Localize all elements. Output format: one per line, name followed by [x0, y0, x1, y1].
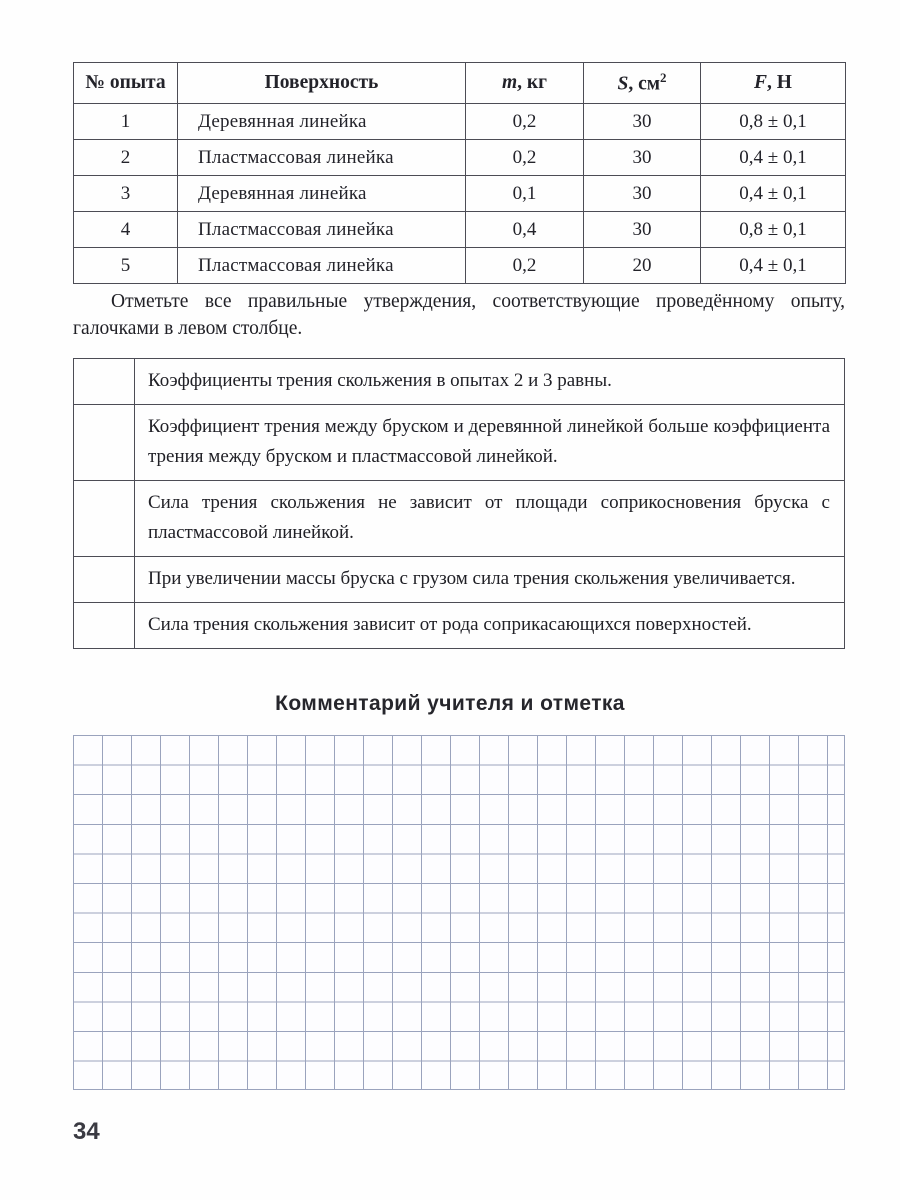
- teacher-comment-heading: Комментарий учителя и отметка: [275, 692, 625, 715]
- mass-symbol: m: [501, 72, 518, 93]
- cell-mass: 0,2: [466, 104, 584, 140]
- list-item: [74, 557, 845, 603]
- teacher-comment-grid-area[interactable]: [73, 735, 845, 1090]
- cell-surface: Пластмассовая линейка: [178, 248, 466, 284]
- cell-force: 0,8 ± 0,1: [701, 104, 846, 140]
- list-item: [74, 603, 845, 649]
- cell-surface: Деревянная линейка: [178, 104, 466, 140]
- statement-text: Коэффициенты трения скольжения в опытах 2 и 3 равны.: [135, 359, 845, 405]
- statement-text: Сила трения скольжения не зависит от площади соприкосновения бруска с пластмассовой линейкой.: [135, 481, 845, 557]
- statement-text: Коэффициент трения между бруском и деревянной линейкой больше коэффициента трения между бруском и пластмассовой линейкой.: [135, 405, 845, 481]
- statement-text: При увеличении массы бруска с грузом сила трения скольжения увеличивается.: [135, 557, 845, 603]
- table-row: [74, 104, 846, 140]
- statement-text: Сила трения скольжения зависит от рода соприкасающихся поверхностей.: [135, 603, 845, 649]
- cell-area: 30: [584, 176, 701, 212]
- cell-area: 30: [584, 104, 701, 140]
- header-area: [584, 63, 701, 104]
- cell-experiment-no: 3: [74, 176, 178, 212]
- cell-area: 20: [584, 248, 701, 284]
- area-exponent: 2: [660, 70, 667, 86]
- cell-mass: 0,4: [466, 212, 584, 248]
- area-unit: , см: [628, 73, 661, 95]
- cell-mass: 0,2: [466, 140, 584, 176]
- cell-surface: Пластмассовая линейка: [178, 212, 466, 248]
- area-symbol: S: [617, 73, 629, 95]
- header-force: [701, 63, 846, 104]
- cell-mass: 0,2: [466, 248, 584, 284]
- force-unit: , Н: [767, 72, 792, 93]
- table-row: [74, 212, 846, 248]
- cell-experiment-no: 4: [74, 212, 178, 248]
- statement-checkbox[interactable]: [74, 603, 135, 649]
- cell-surface: Пластмассовая линейка: [178, 140, 466, 176]
- experiment-rows: [74, 104, 846, 284]
- list-item: [74, 405, 845, 481]
- cell-experiment-no: 2: [74, 140, 178, 176]
- cell-area: 30: [584, 212, 701, 248]
- header-mass: [466, 63, 584, 104]
- cell-surface: Деревянная линейка: [178, 176, 466, 212]
- table-row: [74, 176, 846, 212]
- force-symbol: F: [754, 72, 768, 93]
- experiment-data-table: [73, 62, 846, 284]
- cell-area: 30: [584, 140, 701, 176]
- header-experiment-no: № опыта: [74, 63, 178, 104]
- instruction-text: Отметьте все правильные утверждения, соответствующие проведённому опыту, галочками в левом столбце.: [73, 291, 845, 339]
- table-row: [74, 248, 846, 284]
- cell-force: 0,8 ± 0,1: [701, 212, 846, 248]
- cell-force: 0,4 ± 0,1: [701, 176, 846, 212]
- header-surface: Поверхность: [178, 63, 466, 104]
- cell-force: 0,4 ± 0,1: [701, 248, 846, 284]
- cell-mass: 0,1: [466, 176, 584, 212]
- page-number: 34: [73, 1118, 100, 1145]
- cell-experiment-no: 1: [74, 104, 178, 140]
- statement-checkbox[interactable]: [74, 481, 135, 557]
- list-item: [74, 359, 845, 405]
- cell-experiment-no: 5: [74, 248, 178, 284]
- statement-checkbox[interactable]: [74, 405, 135, 481]
- list-item: [74, 481, 845, 557]
- mass-unit: , кг: [517, 72, 547, 93]
- cell-force: 0,4 ± 0,1: [701, 140, 846, 176]
- table-header-row: [74, 63, 846, 104]
- statements-table: [73, 358, 845, 649]
- table-row: [74, 140, 846, 176]
- statement-checkbox[interactable]: [74, 359, 135, 405]
- statement-checkbox[interactable]: [74, 557, 135, 603]
